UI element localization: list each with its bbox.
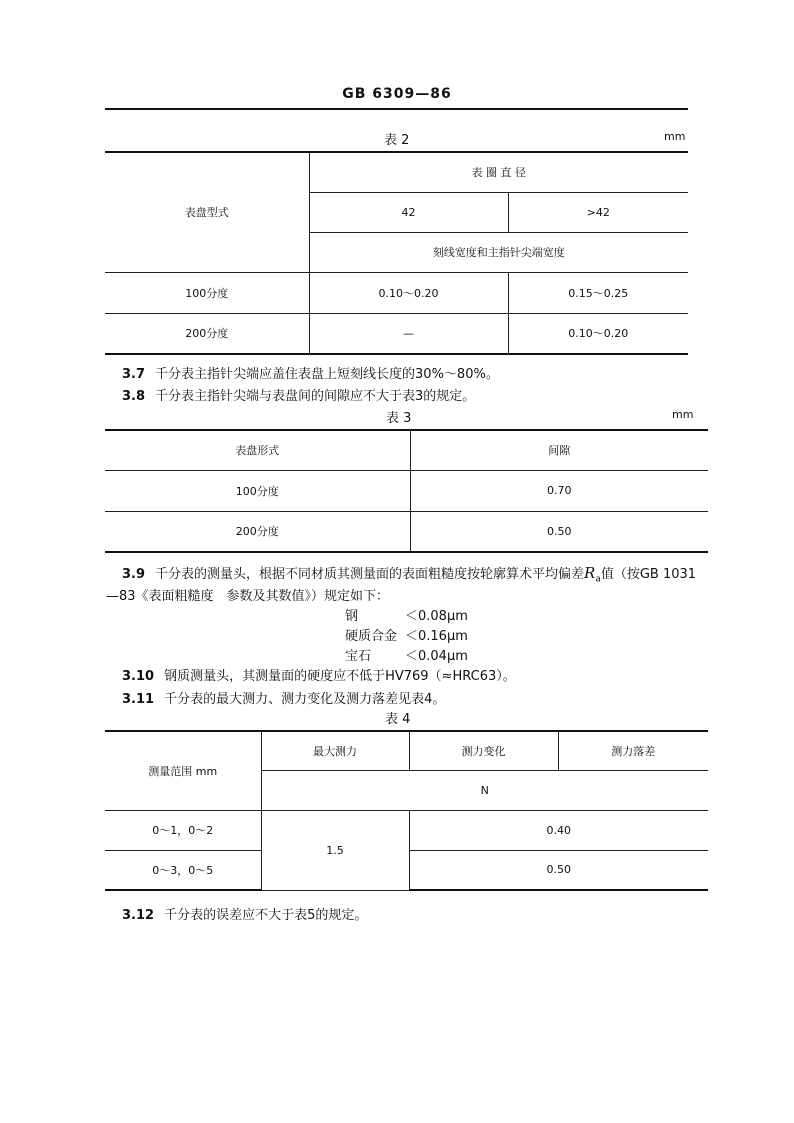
- table4-row2-range: 0～3，0～5: [105, 850, 261, 890]
- material-limit: ＜0.04μm: [405, 649, 468, 664]
- table-row: [105, 272, 688, 313]
- clause-3-9-line2: —83《表面粗糙度 参数及其数值》）规定如下：: [106, 589, 390, 604]
- table4-max-force: 1.5: [261, 810, 409, 890]
- table3-row2-type: 200分度: [105, 511, 410, 552]
- material-name: 宝石: [345, 649, 372, 664]
- table2-group-header: 表 圈 直 径: [309, 152, 688, 192]
- table4-header-change: 测力变化: [409, 731, 558, 770]
- table-row: [105, 470, 708, 511]
- table3: [105, 429, 708, 553]
- table4-row1-range: 0～1，0～2: [105, 810, 261, 850]
- table2-diam-large: >42: [508, 192, 688, 232]
- clause-number: 3.12: [122, 908, 155, 923]
- clause-text: 钢质测量头，其测量面的硬度应不低于HV769（≈HRC63）。: [164, 669, 516, 684]
- table2-diam-small: 42: [309, 192, 508, 232]
- table3-caption: 表 3: [386, 411, 412, 426]
- table2-caption: 表 2: [384, 133, 410, 148]
- table2-row2-type: 200分度: [105, 313, 309, 354]
- table3-header-type: 表盘形式: [105, 430, 410, 470]
- table4: [105, 730, 708, 891]
- clause-3-12: [122, 904, 367, 923]
- table3-row1-gap: 0.70: [410, 470, 708, 511]
- table4-col-label: 测量范围 mm: [105, 731, 261, 810]
- clause-text: 千分表主指针尖端应盖住表盘上短刻线长度的30%～80%。: [155, 367, 499, 382]
- header-rule: [105, 108, 688, 110]
- table2-row2-large: 0.10～0.20: [508, 313, 688, 354]
- clause-3-7: [122, 363, 499, 382]
- clause-number: 3.10: [122, 669, 155, 684]
- material-limit: ＜0.08μm: [405, 609, 468, 624]
- table2: [105, 151, 688, 355]
- material-steel: [345, 605, 468, 624]
- clause-3-8: [122, 385, 475, 404]
- table2-col-label: 表盘型式: [105, 152, 309, 272]
- material-gem: [345, 645, 468, 664]
- material-name: 硬质合金: [345, 629, 398, 644]
- table3-unit: mm: [672, 408, 694, 421]
- material-limit: ＜0.16μm: [405, 629, 468, 644]
- table4-row2-value: 0.50: [409, 850, 708, 890]
- table3-header-gap: 间隙: [410, 430, 708, 470]
- table-row: [105, 810, 708, 850]
- table2-unit: mm: [664, 130, 686, 143]
- clause-3-9-line1: [122, 563, 696, 585]
- table2-row1-type: 100分度: [105, 272, 309, 313]
- clause-3-11: [122, 688, 445, 707]
- table4-header-max: 最大测力: [261, 731, 409, 770]
- table2-row1-large: 0.15～0.25: [508, 272, 688, 313]
- clause-3-10: [122, 665, 516, 684]
- table2-row1-small: 0.10～0.20: [309, 272, 508, 313]
- material-name: 钢: [345, 609, 359, 624]
- table2-row2-small: —: [309, 313, 508, 354]
- table-row: [105, 511, 708, 552]
- clause-number: 3.11: [122, 692, 155, 707]
- clause-number: 3.8: [122, 389, 146, 404]
- table2-sub-header: 刻线宽度和主指针尖端宽度: [309, 232, 688, 272]
- clause-text-cont: 值（按GB 1031: [600, 567, 697, 582]
- roughness-symbol: R: [584, 564, 596, 582]
- table3-row2-gap: 0.50: [410, 511, 708, 552]
- table3-row1-type: 100分度: [105, 470, 410, 511]
- table-row: [105, 313, 688, 354]
- clause-text: 千分表主指针尖端与表盘间的间隙应不大于表3的规定。: [155, 389, 476, 404]
- table4-caption: 表 4: [385, 712, 411, 727]
- material-carbide: [345, 625, 468, 644]
- clause-text: 千分表的最大测力、测力变化及测力落差见表4。: [164, 692, 446, 707]
- roughness-subscript: a: [595, 574, 601, 585]
- table4-row1-value: 0.40: [409, 810, 708, 850]
- clause-text: 千分表的误差应不大于表5的规定。: [164, 908, 368, 923]
- table4-header-drop: 测力落差: [558, 731, 708, 770]
- clause-number: 3.9: [122, 567, 146, 582]
- clause-number: 3.7: [122, 367, 146, 382]
- standard-code: GB 6309—86: [342, 86, 452, 102]
- table4-unit-row: N: [261, 770, 708, 810]
- clause-text: 千分表的测量头，根据不同材质其测量面的表面粗糙度按轮廓算术平均偏差: [155, 567, 585, 582]
